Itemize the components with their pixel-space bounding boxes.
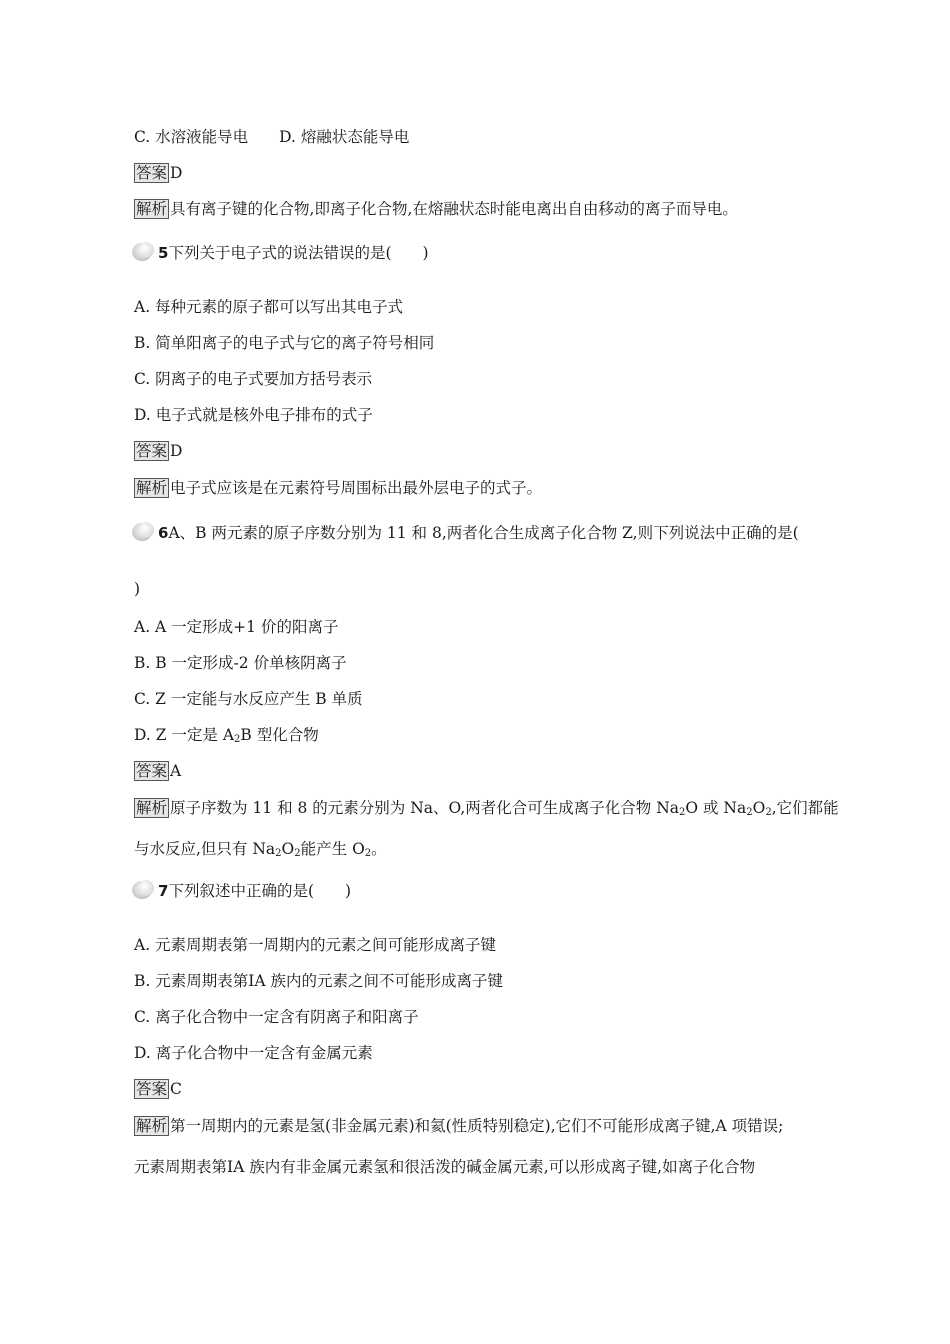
analysis-text: 具有离子键的化合物,即离子化合物,在熔融状态时能电离出自由移动的离子而导电。	[170, 200, 738, 218]
q7-analysis-line-1	[134, 1115, 783, 1137]
analysis-text: 。	[371, 840, 387, 858]
option-d-prefix: D. Z 一定是 A	[134, 726, 235, 744]
answer-value: C	[170, 1080, 182, 1098]
prev-options-cd: C. 水溶液能导电 D. 熔融状态能导电	[134, 128, 410, 146]
subscript: 2	[364, 848, 372, 859]
question-number: 5	[158, 244, 169, 262]
q6-option-b: B. B 一定形成-2 价单核阴离子	[134, 654, 347, 672]
question-5-stem	[132, 242, 429, 264]
analysis-text: 原子序数为 11 和 8 的元素分别为 Na、O,两者化合可生成离子化合物 Na	[170, 799, 679, 817]
subscript: 2	[275, 848, 282, 859]
subscript: 2	[294, 848, 301, 859]
q7-option-c: C. 离子化合物中一定含有阴离子和阳离子	[134, 1008, 419, 1026]
prev-analysis-row	[134, 198, 738, 220]
question-6-stem	[132, 522, 799, 544]
answer-value: A	[170, 762, 182, 780]
subscript: 2	[746, 807, 753, 818]
subscript: 2	[679, 807, 686, 818]
q5-option-a: A. 每种元素的原子都可以写出其电子式	[134, 298, 404, 316]
analysis-text: 能产生 O	[300, 840, 365, 858]
analysis-text: 第一周期内的元素是氢(非金属元素)和氦(性质特别稳定),它们不可能形成离子键,A 项错误;	[170, 1117, 784, 1135]
question-stem: A、B 两元素的原子序数分别为 11 和 8,两者化合生成离子化合物 Z,则下列说法中正确的是(	[168, 524, 799, 542]
analysis-text: 电子式应该是在元素符号周围标出最外层电子的式子。	[170, 479, 543, 497]
subscript: 2	[234, 734, 241, 745]
question-bullet-icon	[132, 242, 158, 262]
question-stem: 下列叙述中正确的是( )	[168, 882, 352, 900]
analysis-label: 解析	[136, 799, 168, 817]
prev-answer-row	[134, 162, 182, 184]
analysis-text: 与水反应,但只有 Na	[134, 840, 276, 858]
q5-option-d: D. 电子式就是核外电子排布的式子	[134, 406, 373, 424]
q6-option-d	[134, 724, 319, 746]
question-bullet-icon	[132, 880, 158, 900]
q7-option-b: B. 元素周期表第ⅠA 族内的元素之间不可能形成离子键	[134, 972, 503, 990]
q7-answer-row	[134, 1078, 182, 1100]
subscript: 2	[765, 807, 772, 818]
q5-analysis-row	[134, 477, 542, 499]
answer-label: 答案	[136, 762, 168, 780]
question-bullet-icon	[132, 522, 158, 542]
q7-analysis-line-2: 元素周期表第ⅠA 族内有非金属元素氢和很活泼的碱金属元素,可以形成离子键,如离子化合物	[134, 1158, 756, 1176]
q6-stem-end: )	[134, 580, 141, 598]
answer-value: D	[170, 442, 183, 460]
analysis-label: 解析	[136, 479, 168, 497]
answer-label: 答案	[136, 442, 168, 460]
q6-analysis-line-1	[134, 797, 839, 819]
analysis-text: O	[752, 799, 766, 817]
q6-answer-row	[134, 760, 181, 782]
analysis-label: 解析	[136, 1117, 168, 1135]
analysis-text: O 或 Na	[685, 799, 747, 817]
analysis-text: ,它们都能	[771, 799, 839, 817]
answer-label: 答案	[136, 1080, 168, 1098]
question-7-stem	[132, 880, 351, 902]
question-number: 7	[158, 882, 169, 900]
q5-answer-row	[134, 440, 182, 462]
answer-value: D	[170, 164, 183, 182]
q7-option-a: A. 元素周期表第一周期内的元素之间可能形成离子键	[134, 936, 497, 954]
option-d-suffix: B 型化合物	[240, 726, 319, 744]
q6-option-a: A. A 一定形成+1 价的阳离子	[134, 618, 339, 636]
analysis-text: O	[281, 840, 295, 858]
q6-analysis-line-2	[134, 838, 387, 860]
answer-label: 答案	[136, 164, 168, 182]
question-number: 6	[158, 524, 169, 542]
question-stem: 下列关于电子式的说法错误的是( )	[168, 244, 429, 262]
q5-option-b: B. 简单阳离子的电子式与它的离子符号相同	[134, 334, 435, 352]
analysis-label: 解析	[136, 200, 168, 218]
q6-option-c: C. Z 一定能与水反应产生 B 单质	[134, 690, 363, 708]
q5-option-c: C. 阴离子的电子式要加方括号表示	[134, 370, 373, 388]
q7-option-d: D. 离子化合物中一定含有金属元素	[134, 1044, 373, 1062]
